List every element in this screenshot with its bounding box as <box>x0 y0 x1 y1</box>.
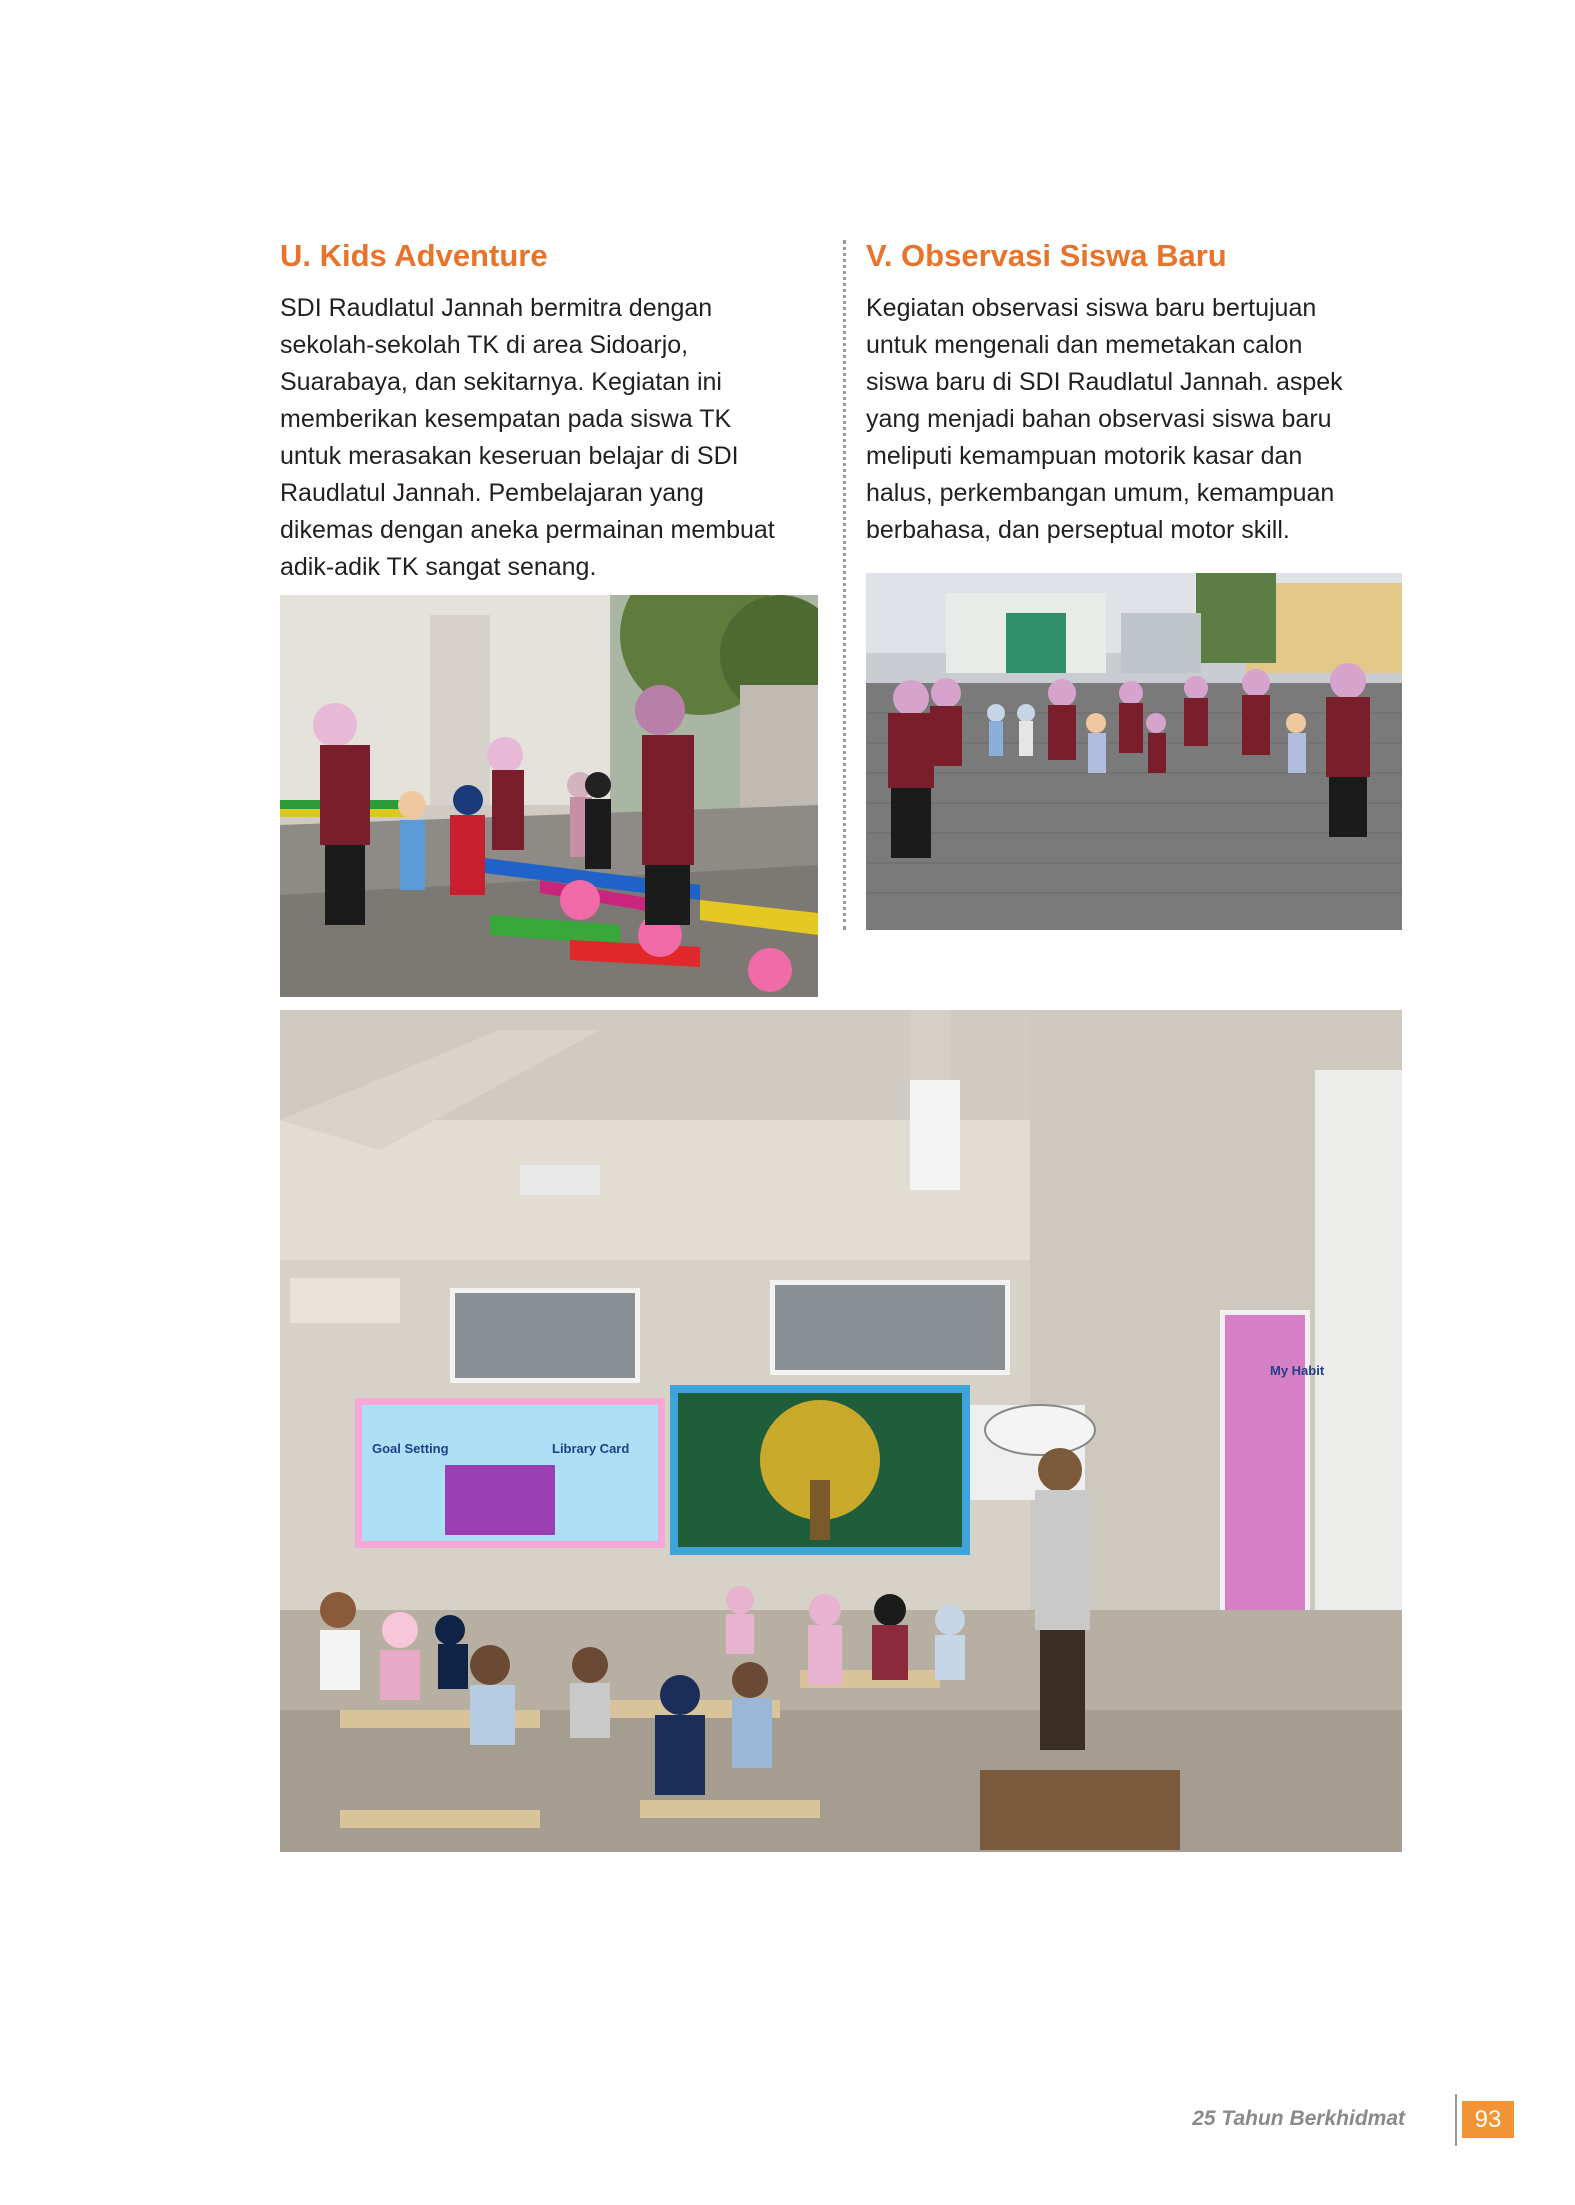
paragraph-line: Raudlatul Jannah. Pembelajaran yang <box>280 479 704 507</box>
paragraph-line: Kegiatan observasi siswa baru bertujuan <box>866 294 1317 322</box>
paragraph-line: untuk merasakan keseruan belajar di SDI <box>280 442 739 470</box>
paragraph-line: untuk mengenali dan memetakan calon <box>866 331 1303 359</box>
kids-adventure-paragraph <box>280 290 820 586</box>
section-title-observasi-siswa-baru: V. Observasi Siswa Baru <box>866 238 1227 273</box>
board-label-library-card: Library Card <box>552 1441 630 1456</box>
observasi-photo <box>866 573 1402 930</box>
board-label-goal-setting: Goal Setting <box>372 1441 449 1456</box>
paragraph-line: Suarabaya, dan sekitarnya. Kegiatan ini <box>280 368 722 396</box>
kids-adventure-photo <box>280 595 818 997</box>
paragraph-line: siswa baru di SDI Raudlatul Jannah. aspek <box>866 368 1343 396</box>
paragraph-line: dikemas dengan aneka permainan membuat <box>280 516 775 544</box>
observasi-paragraph <box>866 290 1406 549</box>
paragraph-line: SDI Raudlatul Jannah bermitra dengan <box>280 294 713 322</box>
paragraph-line: memberikan kesempatan pada siswa TK <box>280 405 732 433</box>
footer-divider <box>1455 2094 1457 2146</box>
column-divider <box>843 240 846 930</box>
paragraph-line: berbahasa, dan perseptual motor skill. <box>866 516 1290 544</box>
paragraph-line: yang menjadi bahan observasi siswa baru <box>866 405 1332 433</box>
paragraph-line: meliputi kemampuan motorik kasar dan <box>866 442 1303 470</box>
page-number-badge: 93 <box>1462 2101 1514 2138</box>
section-title-kids-adventure: U. Kids Adventure <box>280 238 548 273</box>
classroom-photo <box>280 1010 1402 1852</box>
paragraph-line: halus, perkembangan umum, kemampuan <box>866 479 1335 507</box>
poster-label-my-habit: My Habit <box>1270 1363 1325 1378</box>
paragraph-line: adik-adik TK sangat senang. <box>280 553 597 581</box>
footer-title: 25 Tahun Berkhidmat <box>1192 2107 1405 2130</box>
paragraph-line: sekolah-sekolah TK di area Sidoarjo, <box>280 331 689 359</box>
